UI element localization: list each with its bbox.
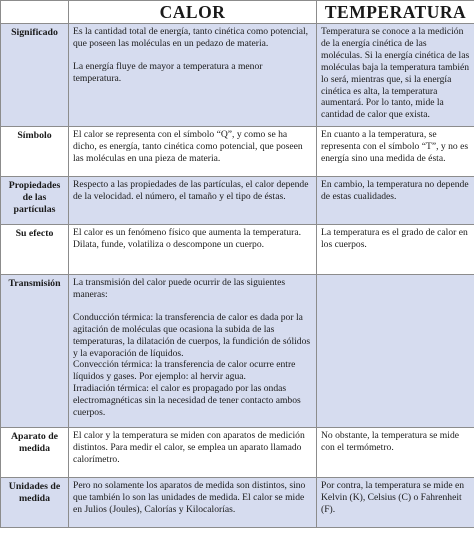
- calor-cell: Pero no solamente los aparatos de medida son distintos, sino que también lo son las unidades de medida. El calor se mide en Julios (Joules), Calorías y Kilocalorías.: [69, 478, 317, 528]
- calor-cell: El calor y la temperatura se miden con aparatos de medición distintos. Para medir el calor, se emplea un aparato llamado calorímetro.: [69, 428, 317, 478]
- row-unidades: [1, 478, 474, 528]
- row-significado: [1, 24, 474, 127]
- temperatura-cell: En cambio, la temperatura no depende de estas cualidades.: [317, 177, 474, 225]
- header-calor: CALOR: [69, 1, 317, 24]
- header-temperatura: TEMPERATURA: [317, 1, 474, 24]
- row-transmision: [1, 275, 474, 428]
- temperatura-cell: [317, 275, 474, 428]
- transmission-mode: Conducción térmica: la transferencia de calor es dada por la agitación de moléculas que ocasiona la subida de las temperaturas, la dilatación de cuerpos, la fundición de sólidos y la evaporación de líquidos.: [73, 311, 311, 359]
- row-aparato: [1, 428, 474, 478]
- calor-text: La energía fluye de mayor a temperatura a menor temperatura.: [73, 60, 263, 84]
- temperatura-cell: Temperatura se conoce a la medición de la energía cinética de las moléculas. Si la energía cinética de las moléculas baja la temperatura también lo será, mientras que, si la energía cinética es alta, la temperatura aumentará. Por lo tanto, mide la cantidad de calor que exista.: [317, 24, 474, 127]
- transmission-mode: Convección térmica: la transferencia de calor ocurre entre líquidos y gases. Por ejemplo: al hervir agua.: [73, 359, 296, 383]
- row-label: Transmisión: [1, 275, 69, 428]
- temperatura-cell: En cuanto a la temperatura, se representa con el símbolo “T”, y no es energía sino una medida de ésta.: [317, 127, 474, 177]
- row-simbolo: [1, 127, 474, 177]
- row-label: Unidades de medida: [1, 478, 69, 528]
- row-label: Su efecto: [1, 225, 69, 275]
- calor-cell: El calor es un fenómeno físico que aumenta la temperatura. Dilata, funde, volatiliza o descompone un cuerpo.: [69, 225, 317, 275]
- calor-cell: Respecto a las propiedades de las partículas, el calor depende de la velocidad. el número, el tamaño y el tipo de éstas.: [69, 177, 317, 225]
- calor-cell: [69, 275, 317, 428]
- calor-cell: El calor se representa con el símbolo “Q”, y como se ha dicho, es energía, tanto cinética como potencial, que poseen las moléculas en una pieza de materia.: [69, 127, 317, 177]
- row-su-efecto: [1, 225, 474, 275]
- calor-cell: [69, 24, 317, 127]
- temperatura-cell: La temperatura es el grado de calor en los cuerpos.: [317, 225, 474, 275]
- header-corner: [1, 1, 69, 24]
- calor-text: La transmisión del calor puede ocurrir de las siguientes maneras:: [73, 277, 286, 300]
- row-label: Propiedades de las partículas: [1, 177, 69, 225]
- calor-text: Es la cantidad total de energía, tanto cinética como potencial, que poseen las moléculas en un pedazo de materia.: [73, 26, 309, 49]
- row-propiedades: [1, 177, 474, 225]
- temperatura-cell: Por contra, la temperatura se mide en Kelvin (K), Celsius (C) o Fahrenheit (F).: [317, 478, 474, 528]
- row-label: Significado: [1, 24, 69, 127]
- transmission-modes: [73, 312, 312, 419]
- header-row: [1, 1, 474, 24]
- row-label: Símbolo: [1, 127, 69, 177]
- row-label: Aparato de medida: [1, 428, 69, 478]
- temperatura-cell: No obstante, la temperatura se mide con el termómetro.: [317, 428, 474, 478]
- transmission-mode: Irradiación térmica: el calor es propagado por las ondas electromagnéticas sin la necesidad de tener contacto ambos cuerpos.: [73, 383, 301, 419]
